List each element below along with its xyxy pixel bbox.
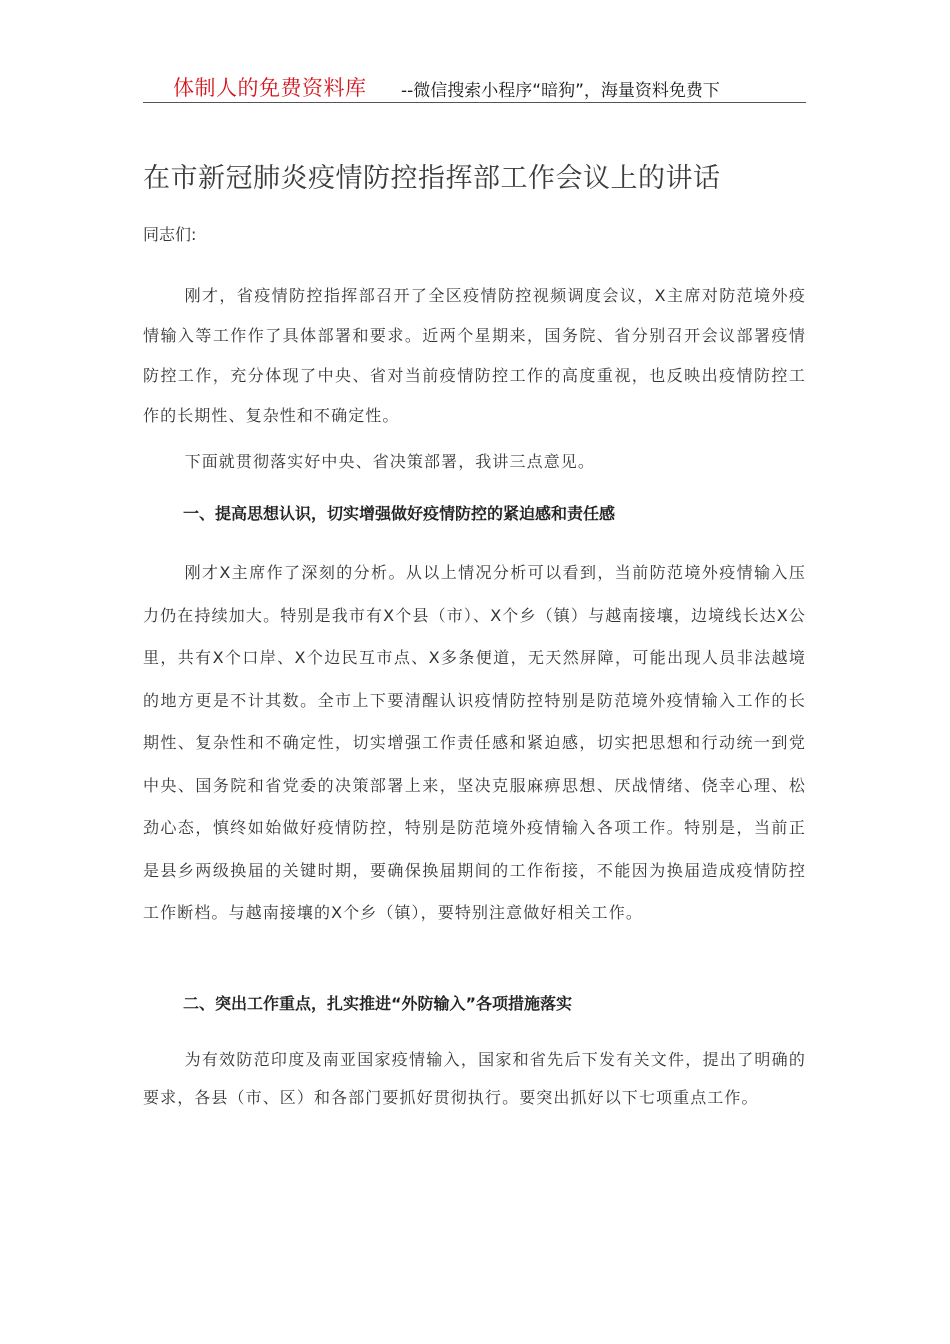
- section-2-heading: 二、突出工作重点，扎实推进“外防输入”各项措施落实: [183, 994, 573, 1013]
- header-tagline: --微信搜索小程序“暗狗”，海量资料免费下: [401, 81, 720, 101]
- intro-paragraph: 刚才，省疫情防控指挥部召开了全区疫情防控视频调度会议，X主席对防范境外疫情输入等工作作了具体部署和要求。近两个星期来，国务院、省分别召开会议部署疫情防控工作，充分体现了中央、省对当前疫情防控工作的高度重视，也反映出疫情防控工作的长期性、复杂性和不确定性。: [143, 286, 806, 425]
- salutation: 同志们:: [143, 225, 197, 244]
- header-brand: 体制人的免费资料库: [173, 76, 367, 100]
- section-2-body: 为有效防范印度及南亚国家疫情输入，国家和省先后下发有关文件，提出了明确的要求，各县（市、区）和各部门要抓好贯彻执行。要突出抓好以下七项重点工作。: [143, 1050, 806, 1107]
- page-header: [143, 70, 806, 103]
- section-1-heading: 一、提高思想认识，切实增强做好疫情防控的紧迫感和责任感: [183, 504, 616, 523]
- document-title: 在市新冠肺炎疫情防控指挥部工作会议上的讲话: [143, 163, 721, 194]
- outline-paragraph: 下面就贯彻落实好中央、省决策部署，我讲三点意见。: [184, 452, 595, 471]
- section-1-body: 刚才X主席作了深刻的分析。从以上情况分析可以看到，当前防范境外疫情输入压力仍在持续加大。特别是我市有X个县（市）、X个乡（镇）与越南接壤，边境线长达X公里，共有X个口岸、X个边民互市点、X多条便道，无天然屏障，可能出现人员非法越境的地方更是不计其数。全市上下要清醒认识疫情防控特别是防范境外疫情输入工作的长期性、复杂性和不确定性，切实增强工作责任感和紧迫感，切实把思想和行动统一到党中央、国务院和省党委的决策部署上来，坚决克服麻痹思想、厌战情绪、侥幸心理、松劲心态，慎终如始做好疫情防控，特别是防范境外疫情输入各项工作。特别是，当前正是县乡两级换届的关键时期，要确保换届期间的工作衔接，不能因为换届造成疫情防控工作断档。与越南接壤的X个乡（镇），要特别注意做好相关工作。: [143, 563, 806, 922]
